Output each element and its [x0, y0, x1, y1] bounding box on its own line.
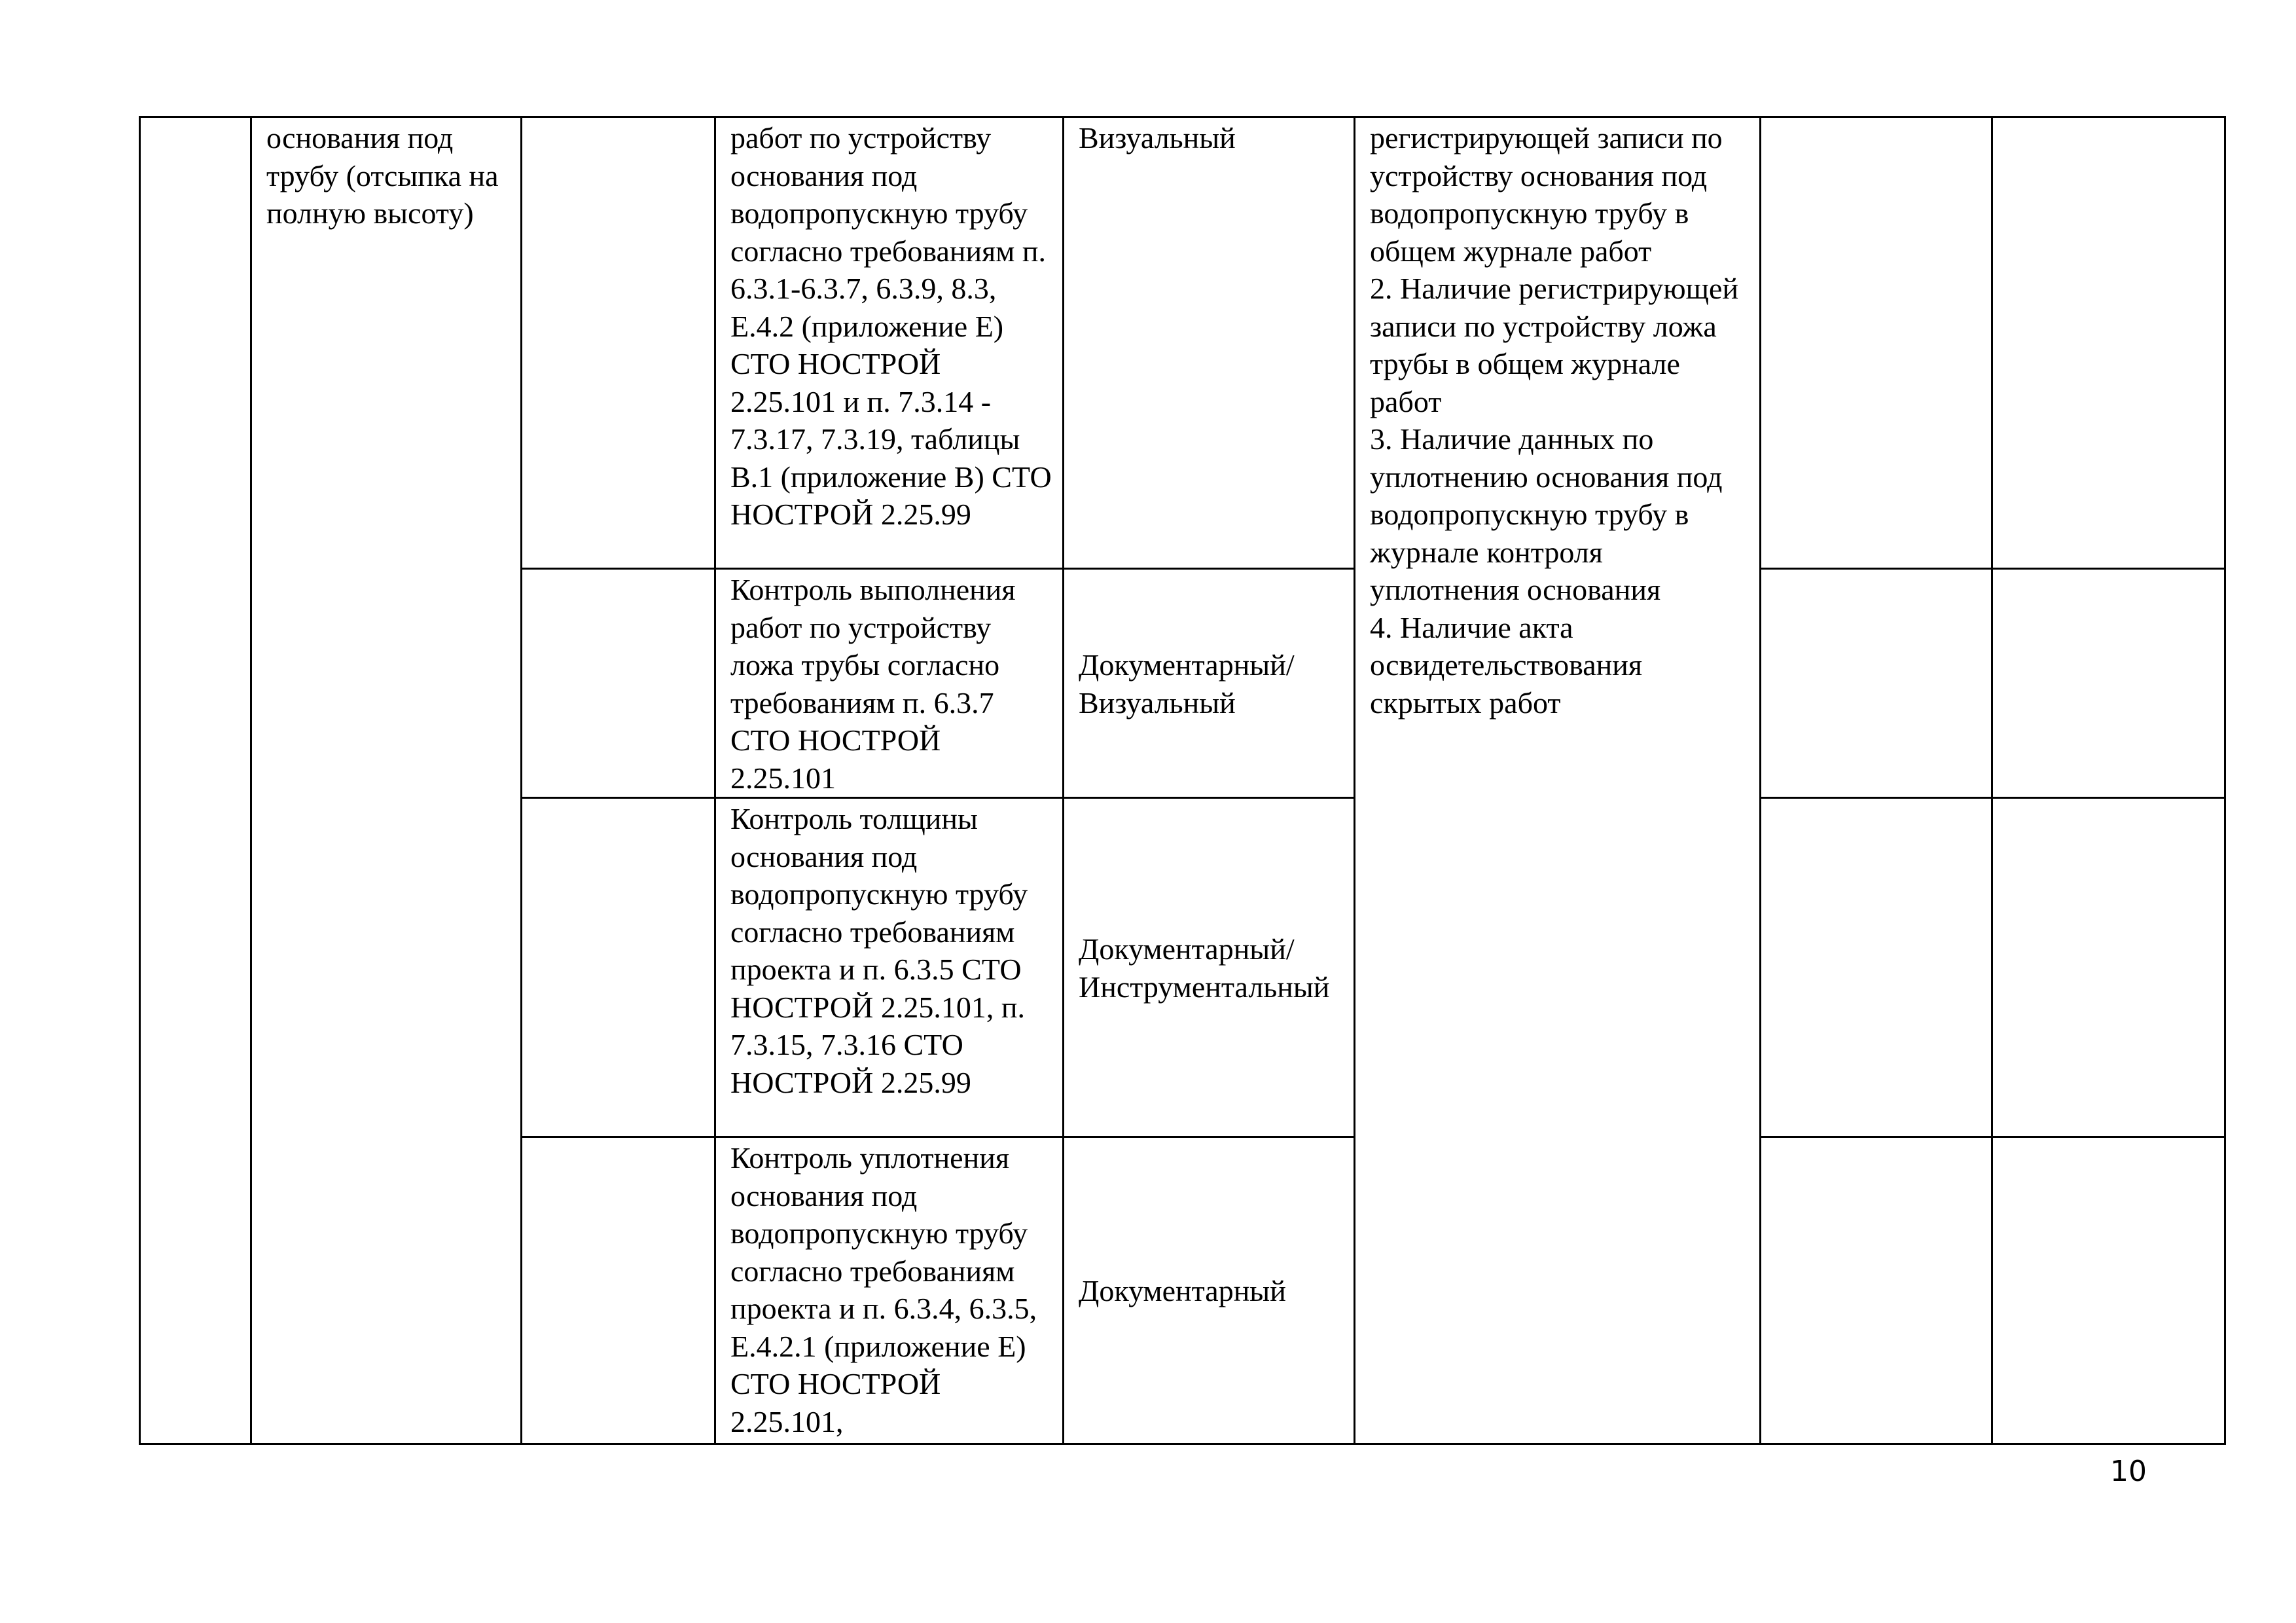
requirement-cell [715, 117, 1064, 569]
blank-cell [522, 1137, 715, 1444]
method-text: Документарный [1079, 1274, 1286, 1308]
work-stage-cell [251, 117, 522, 1444]
evidence-text: регистрирующей записи по устройству основания под водопропускную трубу в общем журнале работ 2. Наличие регистрирующей записи по устройству ложа трубы в общем журнале работ 3. Наличие данных по уплотнению основания под водопропускную трубу в журнале контроля уплотнения основания 4. Наличие акта освидетельствования скрытых работ [1370, 121, 1739, 720]
blank-cell [522, 569, 715, 798]
inspection-table [139, 116, 2226, 1445]
blank-cell [522, 798, 715, 1137]
blank-cell [1761, 569, 1992, 798]
requirement-cell [715, 798, 1064, 1137]
method-text: Визуальный [1079, 121, 1236, 155]
blank-cell [1992, 117, 2225, 569]
blank-cell [1761, 117, 1992, 569]
requirement-cell [715, 569, 1064, 798]
blank-cell [1761, 1137, 1992, 1444]
method-cell [1064, 1137, 1355, 1444]
requirement-text: работ по устройству основания под водопропускную трубу согласно требованиям п. 6.3.1-6.3.7, 6.3.9, 8.3, Е.4.2 (приложение Е) СТО НОСТРОЙ 2.25.101 и п. 7.3.14 - 7.3.17, 7.3.19, таблицы В.1 (приложение В) СТО НОСТРОЙ 2.25.99 [730, 121, 1052, 531]
page-number: 10 [2110, 1455, 2147, 1488]
blank-cell [1992, 798, 2225, 1137]
method-text: Документарный/Инструментальный [1079, 932, 1330, 1004]
method-cell [1064, 117, 1355, 569]
requirement-text: Контроль выполнения работ по устройству ложа трубы согласно требованиям п. 6.3.7 СТО НОСТРОЙ 2.25.101 [730, 573, 1016, 795]
method-cell [1064, 798, 1355, 1137]
number-cell [140, 117, 251, 1444]
table-row [140, 117, 2225, 569]
work-stage-text: основания под трубу (отсыпка на полную высоту) [266, 121, 499, 230]
method-cell [1064, 569, 1355, 798]
requirement-text: Контроль толщины основания под водопропускную трубу согласно требованиям проекта и п. 6.3.5 СТО НОСТРОЙ 2.25.101, п. 7.3.15, 7.3.16 СТО НОСТРОЙ 2.25.99 [730, 802, 1028, 1099]
requirement-text: Контроль уплотнения основания под водопропускную трубу согласно требованиям проекта и п. 6.3.4, 6.3.5, Е.4.2.1 (приложение Е) СТО НОСТРОЙ 2.25.101, [730, 1141, 1037, 1438]
blank-cell [1761, 798, 1992, 1137]
blank-cell [1992, 1137, 2225, 1444]
method-text: Документарный/ Визуальный [1079, 648, 1295, 720]
blank-cell [522, 117, 715, 569]
evidence-cell [1355, 117, 1761, 1444]
requirement-cell [715, 1137, 1064, 1444]
blank-cell [1992, 569, 2225, 798]
